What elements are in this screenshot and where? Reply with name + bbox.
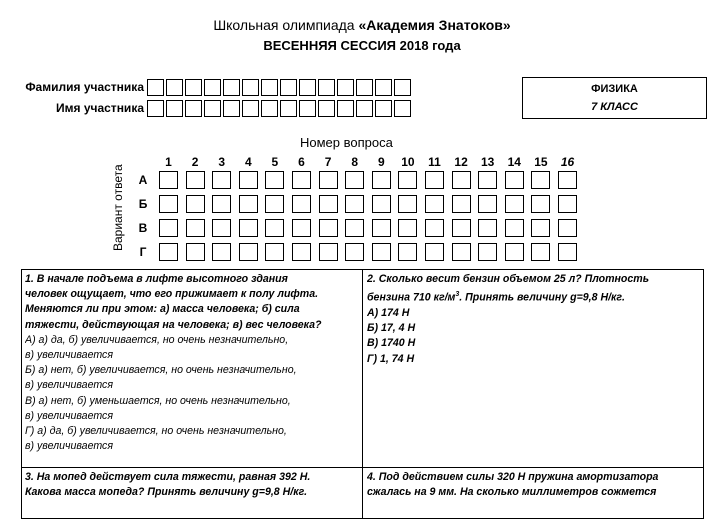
letter-cell[interactable] [261, 100, 278, 117]
answer-box[interactable] [186, 219, 205, 237]
answer-box[interactable] [558, 195, 577, 213]
letter-cell[interactable] [356, 79, 373, 96]
question-number: 8 [351, 155, 359, 169]
question-number: 15 [534, 155, 548, 169]
question-1 [25, 272, 359, 454]
question-1-line: человек ощущает, что его прижимает к полу лифта. [25, 288, 319, 301]
letter-cell[interactable] [356, 100, 373, 117]
olympiad-title-name: «Академия Знатоков» [358, 17, 511, 33]
question-number: 3 [218, 155, 226, 169]
question-1-answer: в) увеличивается [25, 379, 113, 392]
question-number: 9 [377, 155, 385, 169]
letter-cell[interactable] [394, 79, 411, 96]
question-number: 4 [244, 155, 252, 169]
answer-box[interactable] [372, 243, 391, 261]
question-3-line: 3. На мопед действует сила тяжести, равная 392 Н. [25, 471, 311, 483]
question-2-line: 2. Сколько весит бензин объемом 25 л? Плотность [367, 273, 650, 285]
answer-box[interactable] [292, 243, 311, 261]
question-number: 12 [454, 155, 468, 169]
question-number: 11 [428, 155, 441, 169]
question-2-superscript: 3 [455, 291, 460, 299]
answer-box[interactable] [505, 171, 524, 189]
question-2-line-2-start: бензина 710 кг/м [367, 291, 456, 304]
answer-box[interactable] [345, 195, 364, 213]
name-input[interactable] [147, 100, 413, 117]
question-4 [367, 470, 701, 500]
question-number: 14 [507, 155, 521, 169]
surname-label: Фамилия участника [25, 80, 144, 94]
question-2-answer: В) 1740 Н [367, 337, 416, 350]
answer-box[interactable] [159, 195, 178, 213]
answer-box[interactable] [345, 171, 364, 189]
answer-box[interactable] [505, 219, 524, 237]
letter-cell[interactable] [337, 79, 354, 96]
question-1-answer: в) увеличивается [25, 409, 113, 422]
answer-box[interactable] [452, 171, 471, 189]
answer-box[interactable] [319, 171, 338, 189]
answer-box[interactable] [292, 219, 311, 237]
answer-box[interactable] [319, 195, 338, 213]
answer-box[interactable] [319, 219, 338, 237]
question-1-line: 1. В начале подъема в лифте высотного здания [25, 273, 288, 285]
olympiad-title-prefix: Школьная олимпиада [213, 17, 359, 33]
answer-box[interactable] [398, 219, 417, 237]
letter-cell[interactable] [223, 100, 240, 117]
answer-box[interactable] [505, 243, 524, 261]
question-3 [25, 470, 359, 500]
subject-name: ФИЗИКА [591, 83, 638, 95]
answer-box[interactable] [212, 195, 231, 213]
table-divider-horizontal [21, 467, 704, 468]
letter-cell[interactable] [394, 100, 411, 117]
question-2-line-2-end: . Принять величину g=9,8 Н/кг. [459, 291, 625, 304]
question-1-answer: в) увеличивается [25, 349, 113, 362]
option-label: А [138, 173, 148, 187]
question-4-line: 4. Под действием силы 320 Н пружина амортизатора [367, 471, 659, 483]
answer-box[interactable] [186, 195, 205, 213]
answer-box[interactable] [478, 195, 497, 213]
letter-cell[interactable] [280, 79, 297, 96]
answer-box[interactable] [159, 219, 178, 237]
answer-box[interactable] [398, 243, 417, 261]
question-2 [367, 272, 701, 367]
letter-cell[interactable] [318, 79, 335, 96]
letter-cell[interactable] [242, 79, 259, 96]
question-number-title: Номер вопроса [300, 135, 393, 150]
surname-input[interactable] [147, 79, 413, 96]
table-divider-vertical [362, 269, 363, 519]
question-2-line-2 [367, 287, 701, 306]
letter-cell[interactable] [223, 79, 240, 96]
answer-box[interactable] [558, 171, 577, 189]
answer-box[interactable] [531, 171, 550, 189]
answer-box[interactable] [159, 243, 178, 261]
answer-box[interactable] [292, 171, 311, 189]
answer-box[interactable] [319, 243, 338, 261]
option-label: В [138, 221, 148, 235]
letter-cell[interactable] [147, 79, 164, 96]
letter-cell[interactable] [185, 100, 202, 117]
answer-box[interactable] [452, 243, 471, 261]
question-number: 1 [165, 155, 172, 169]
answer-box[interactable] [186, 171, 205, 189]
answer-box[interactable] [425, 219, 444, 237]
letter-cell[interactable] [147, 100, 164, 117]
answer-box[interactable] [212, 219, 231, 237]
question-1-answer: Б) а) нет, б) увеличивается, но очень незначительно, [25, 364, 297, 377]
answer-box[interactable] [239, 171, 258, 189]
subject-grade: 7 КЛАСС [591, 101, 638, 113]
letter-cell[interactable] [242, 100, 259, 117]
answer-box[interactable] [558, 219, 577, 237]
answer-box[interactable] [265, 171, 284, 189]
answer-box[interactable] [239, 243, 258, 261]
answer-box[interactable] [531, 219, 550, 237]
answer-box[interactable] [265, 195, 284, 213]
answer-box[interactable] [345, 243, 364, 261]
letter-cell[interactable] [166, 100, 183, 117]
letter-cell[interactable] [204, 79, 221, 96]
letter-cell[interactable] [375, 100, 392, 117]
question-number: 10 [401, 155, 415, 169]
letter-cell[interactable] [299, 100, 316, 117]
question-3-line: Какова масса мопеда? Принять величину g=9,8 Н/кг. [25, 486, 308, 499]
answer-box[interactable] [239, 219, 258, 237]
letter-cell[interactable] [299, 79, 316, 96]
answer-box[interactable] [478, 219, 497, 237]
answer-box[interactable] [345, 219, 364, 237]
question-4-line: сжалась на 9 мм. На сколько миллиметров сожмется [367, 486, 657, 499]
question-1-answer: А) а) да, б) увеличивается, но очень незначительно, [25, 333, 289, 346]
answer-box[interactable] [531, 195, 550, 213]
answer-box[interactable] [212, 171, 231, 189]
subject-box [522, 77, 707, 119]
answer-box[interactable] [372, 171, 391, 189]
question-1-answer: В) а) нет, б) уменьшается, но очень незначительно, [25, 394, 291, 407]
answer-box[interactable] [239, 195, 258, 213]
question-2-answer: Г) 1, 74 Н [367, 352, 415, 365]
question-number: 2 [191, 155, 199, 169]
question-number: 16 [560, 155, 575, 169]
question-number: 6 [298, 155, 305, 169]
answer-box[interactable] [505, 195, 524, 213]
answer-box[interactable] [558, 243, 577, 261]
answer-box[interactable] [531, 243, 550, 261]
letter-cell[interactable] [318, 100, 335, 117]
answer-box[interactable] [212, 243, 231, 261]
answer-box[interactable] [478, 243, 497, 261]
question-number: 7 [324, 155, 332, 169]
question-1-answer: в) увеличивается [25, 440, 113, 453]
question-1-answer: Г) а) да, б) увеличивается, но очень незначительно, [25, 425, 287, 438]
answer-box[interactable] [398, 171, 417, 189]
answer-box[interactable] [292, 195, 311, 213]
letter-cell[interactable] [261, 79, 278, 96]
answer-box[interactable] [265, 243, 284, 261]
answer-box[interactable] [425, 195, 444, 213]
letter-cell[interactable] [166, 79, 183, 96]
question-2-answer: А) 174 Н [367, 306, 410, 319]
answer-box[interactable] [425, 243, 444, 261]
question-number: 5 [271, 155, 279, 169]
answer-box[interactable] [398, 195, 417, 213]
answer-box[interactable] [425, 171, 444, 189]
question-number: 13 [481, 155, 495, 169]
question-2-answer: Б) 17, 4 Н [367, 322, 416, 335]
option-label: Г [139, 245, 147, 259]
answer-box[interactable] [186, 243, 205, 261]
letter-cell[interactable] [337, 100, 354, 117]
answer-box[interactable] [372, 195, 391, 213]
answer-box[interactable] [159, 171, 178, 189]
name-label: Имя участника [55, 101, 144, 115]
answer-box[interactable] [452, 195, 471, 213]
answer-box[interactable] [452, 219, 471, 237]
olympiad-title [0, 17, 724, 33]
answer-box[interactable] [478, 171, 497, 189]
option-label: Б [138, 197, 148, 211]
letter-cell[interactable] [185, 79, 202, 96]
variant-label: Вариант ответа [111, 164, 125, 252]
question-1-line: Меняются ли при этом: а) масса человека; б) сила [25, 303, 300, 316]
letter-cell[interactable] [375, 79, 392, 96]
answer-box[interactable] [372, 219, 391, 237]
answer-box[interactable] [265, 219, 284, 237]
letter-cell[interactable] [280, 100, 297, 117]
session-title: ВЕСЕННЯЯ СЕССИЯ 2018 года [263, 38, 461, 53]
letter-cell[interactable] [204, 100, 221, 117]
question-1-line: тяжести, действующая на человека; в) вес человека? [25, 318, 322, 331]
